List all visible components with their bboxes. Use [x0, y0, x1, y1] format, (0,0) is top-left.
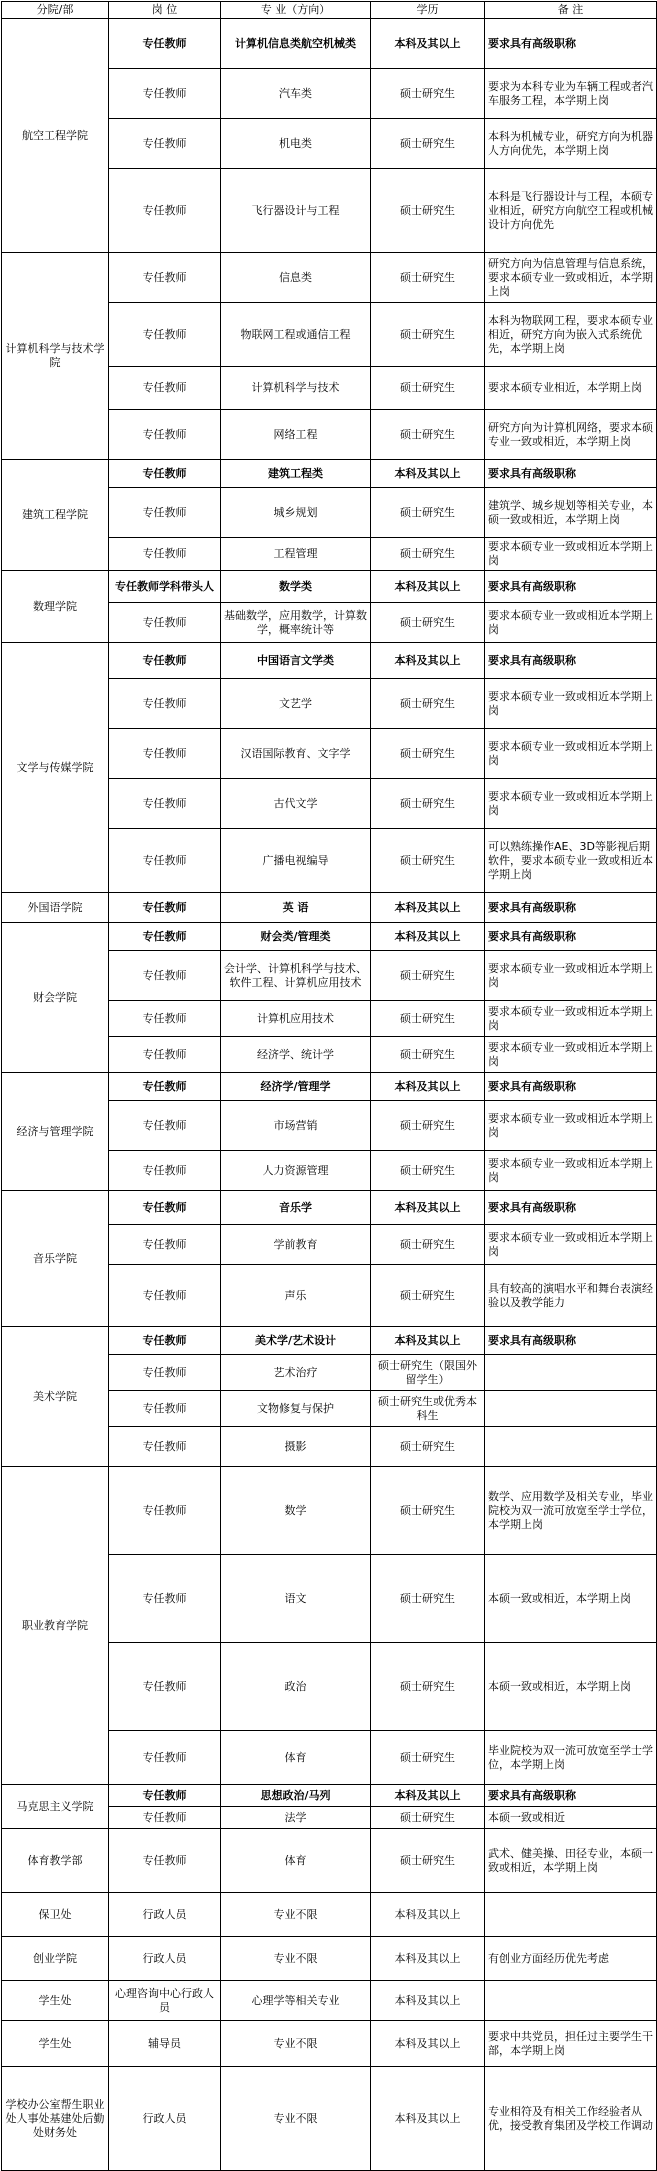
position-cell: 专任教师 [109, 460, 221, 488]
remark-cell: 要求具有高级职称 [485, 19, 657, 69]
major-cell: 会计学、计算机科学与技术、软件工程、计算机应用技术 [221, 951, 371, 1001]
education-cell: 硕士研究生 [371, 729, 485, 779]
education-cell: 硕士研究生 [371, 1829, 485, 1893]
remark-cell: 研究方向为信息管理与信息系统，要求本硕专业一致或相近，本学期上岗 [485, 253, 657, 303]
major-cell: 专业不限 [221, 2021, 371, 2067]
recruitment-table [1, 1, 657, 2171]
education-cell: 硕士研究生或优秀本科生 [371, 1391, 485, 1427]
major-cell: 网络工程 [221, 410, 371, 460]
remark-cell: 要求本硕专业一致或相近本学期上岗 [485, 1037, 657, 1073]
position-cell: 专任教师 [109, 829, 221, 893]
remark-cell: 建筑学、城乡规划等相关专业，本硕一致或相近，本学期上岗 [485, 488, 657, 538]
position-cell: 专任教师 [109, 367, 221, 410]
dept-cell: 财会学院 [2, 923, 109, 1073]
table-row [2, 1893, 657, 1937]
dept-cell: 音乐学院 [2, 1191, 109, 1327]
education-cell: 本科及其以上 [371, 1073, 485, 1101]
major-cell: 体育 [221, 1731, 371, 1785]
table-row [2, 1073, 657, 1101]
remark-cell: 要求本硕专业相近，本学期上岗 [485, 367, 657, 410]
major-cell: 物联网工程或通信工程 [221, 303, 371, 367]
header-major: 专 业（方向） [221, 2, 371, 19]
major-cell: 经济学/管理学 [221, 1073, 371, 1101]
position-cell: 专任教师 [109, 1073, 221, 1101]
position-cell: 专任教师 [109, 923, 221, 951]
major-cell: 声乐 [221, 1265, 371, 1327]
header-dept: 分院/部 [2, 2, 109, 19]
major-cell: 市场营销 [221, 1101, 371, 1151]
dept-cell: 文学与传媒学院 [2, 643, 109, 893]
education-cell: 本科及其以上 [371, 2021, 485, 2067]
education-cell: 硕士研究生（限国外留学生） [371, 1355, 485, 1391]
position-cell: 专任教师 [109, 679, 221, 729]
major-cell: 广播电视编导 [221, 829, 371, 893]
table-row [2, 2067, 657, 2171]
remark-cell [485, 1893, 657, 1937]
remark-cell: 要求具有高级职称 [485, 1073, 657, 1101]
education-cell: 硕士研究生 [371, 69, 485, 119]
education-cell: 本科及其以上 [371, 893, 485, 923]
dept-cell: 美术学院 [2, 1327, 109, 1467]
major-cell: 学前教育 [221, 1225, 371, 1265]
major-cell: 专业不限 [221, 1893, 371, 1937]
remark-cell: 本科为机械专业，研究方向为机器人方向优先，本学期上岗 [485, 119, 657, 169]
dept-cell: 数理学院 [2, 571, 109, 643]
remark-cell: 有创业方面经历优先考虑 [485, 1937, 657, 1981]
education-cell: 硕士研究生 [371, 119, 485, 169]
major-cell: 思想政治/马列 [221, 1785, 371, 1807]
major-cell: 建筑工程类 [221, 460, 371, 488]
header-row [2, 2, 657, 19]
position-cell: 专任教师 [109, 1555, 221, 1643]
remark-cell: 要求本硕专业一致或相近本学期上岗 [485, 779, 657, 829]
major-cell: 计算机信息类航空机械类 [221, 19, 371, 69]
position-cell: 专任教师 [109, 253, 221, 303]
major-cell: 语文 [221, 1555, 371, 1643]
major-cell: 英 语 [221, 893, 371, 923]
education-cell: 硕士研究生 [371, 1225, 485, 1265]
position-cell: 专任教师 [109, 1355, 221, 1391]
major-cell: 法学 [221, 1807, 371, 1829]
position-cell: 专任教师学科带头人 [109, 571, 221, 603]
table-row [2, 19, 657, 69]
major-cell: 计算机科学与技术 [221, 367, 371, 410]
remark-cell: 要求中共党员，担任过主要学生干部，本学期上岗 [485, 2021, 657, 2067]
position-cell: 专任教师 [109, 1001, 221, 1037]
table-row [2, 460, 657, 488]
remark-cell: 要求本硕专业一致或相近本学期上岗 [485, 729, 657, 779]
dept-cell: 创业学院 [2, 1937, 109, 1981]
major-cell: 古代文学 [221, 779, 371, 829]
major-cell: 人力资源管理 [221, 1151, 371, 1191]
education-cell: 硕士研究生 [371, 1151, 485, 1191]
education-cell: 硕士研究生 [371, 1427, 485, 1467]
education-cell: 硕士研究生 [371, 603, 485, 643]
remark-cell: 要求具有高级职称 [485, 923, 657, 951]
table-row [2, 893, 657, 923]
education-cell: 硕士研究生 [371, 829, 485, 893]
table-row [2, 1467, 657, 1555]
position-cell: 专任教师 [109, 1829, 221, 1893]
remark-cell: 本硕一致或相近，本学期上岗 [485, 1555, 657, 1643]
education-cell: 硕士研究生 [371, 1555, 485, 1643]
header-remarks: 备 注 [485, 2, 657, 19]
remark-cell: 要求具有高级职称 [485, 643, 657, 679]
dept-cell: 学校办公室帮生职业处人事处基建处后勤处财务处 [2, 2067, 109, 2171]
education-cell: 硕士研究生 [371, 1101, 485, 1151]
major-cell: 音乐学 [221, 1191, 371, 1225]
major-cell: 飞行器设计与工程 [221, 169, 371, 253]
education-cell: 硕士研究生 [371, 1467, 485, 1555]
position-cell: 专任教师 [109, 1731, 221, 1785]
position-cell: 专任教师 [109, 1643, 221, 1731]
position-cell: 专任教师 [109, 1191, 221, 1225]
major-cell: 体育 [221, 1829, 371, 1893]
dept-cell: 保卫处 [2, 1893, 109, 1937]
position-cell: 行政人员 [109, 1937, 221, 1981]
major-cell: 心理学等相关专业 [221, 1981, 371, 2021]
table-row [2, 1829, 657, 1893]
position-cell: 专任教师 [109, 729, 221, 779]
remark-cell [485, 1981, 657, 2021]
education-cell: 硕士研究生 [371, 951, 485, 1001]
position-cell: 专任教师 [109, 69, 221, 119]
education-cell: 本科及其以上 [371, 1191, 485, 1225]
position-cell: 专任教师 [109, 951, 221, 1001]
position-cell: 专任教师 [109, 1225, 221, 1265]
major-cell: 专业不限 [221, 2067, 371, 2171]
table-row [2, 1981, 657, 2021]
major-cell: 机电类 [221, 119, 371, 169]
remark-cell: 要求本硕专业一致或相近本学期上岗 [485, 603, 657, 643]
remark-cell: 要求本硕专业一致或相近本学期上岗 [485, 538, 657, 571]
dept-cell: 学生处 [2, 2021, 109, 2067]
major-cell: 工程管理 [221, 538, 371, 571]
table-row [2, 1191, 657, 1225]
table-row [2, 571, 657, 603]
position-cell: 专任教师 [109, 1807, 221, 1829]
education-cell: 硕士研究生 [371, 1807, 485, 1829]
table-row [2, 643, 657, 679]
education-cell: 本科及其以上 [371, 1893, 485, 1937]
major-cell: 文物修复与保护 [221, 1391, 371, 1427]
education-cell: 硕士研究生 [371, 367, 485, 410]
position-cell: 专任教师 [109, 303, 221, 367]
education-cell: 本科及其以上 [371, 1937, 485, 1981]
major-cell: 专业不限 [221, 1937, 371, 1981]
major-cell: 财会类/管理类 [221, 923, 371, 951]
education-cell: 本科及其以上 [371, 1981, 485, 2021]
dept-cell: 经济与管理学院 [2, 1073, 109, 1191]
position-cell: 心理咨询中心行政人员 [109, 1981, 221, 2021]
major-cell: 经济学、统计学 [221, 1037, 371, 1073]
education-cell: 硕士研究生 [371, 679, 485, 729]
header-education: 学历 [371, 2, 485, 19]
education-cell: 硕士研究生 [371, 253, 485, 303]
position-cell: 行政人员 [109, 2067, 221, 2171]
remark-cell: 要求为本科专业为车辆工程或者汽车服务工程，本学期上岗 [485, 69, 657, 119]
education-cell: 硕士研究生 [371, 410, 485, 460]
position-cell: 专任教师 [109, 1427, 221, 1467]
remark-cell: 要求具有高级职称 [485, 1327, 657, 1355]
table-row [2, 1785, 657, 1807]
education-cell: 本科及其以上 [371, 1785, 485, 1807]
remark-cell: 毕业院校为双一流可放宽至学士学位，本学期上岗 [485, 1731, 657, 1785]
dept-cell: 职业教育学院 [2, 1467, 109, 1785]
dept-cell: 建筑工程学院 [2, 460, 109, 571]
remark-cell [485, 1355, 657, 1391]
major-cell: 政治 [221, 1643, 371, 1731]
position-cell: 行政人员 [109, 1893, 221, 1937]
remark-cell: 本科为物联网工程，要求本硕专业相近，研究方向为嵌入式系统优先，本学期上岗 [485, 303, 657, 367]
position-cell: 专任教师 [109, 1391, 221, 1427]
position-cell: 专任教师 [109, 1037, 221, 1073]
education-cell: 本科及其以上 [371, 19, 485, 69]
position-cell: 专任教师 [109, 893, 221, 923]
remark-cell: 专业相符及有相关工作经验者从优，接受教育集团及学校工作调动 [485, 2067, 657, 2171]
education-cell: 硕士研究生 [371, 538, 485, 571]
education-cell: 硕士研究生 [371, 169, 485, 253]
remark-cell: 要求本硕专业一致或相近本学期上岗 [485, 1225, 657, 1265]
education-cell: 本科及其以上 [371, 2067, 485, 2171]
major-cell: 数学 [221, 1467, 371, 1555]
position-cell: 专任教师 [109, 643, 221, 679]
table-row [2, 1937, 657, 1981]
remark-cell [485, 1391, 657, 1427]
dept-cell: 体育教学部 [2, 1829, 109, 1893]
position-cell: 专任教师 [109, 169, 221, 253]
education-cell: 硕士研究生 [371, 1643, 485, 1731]
education-cell: 硕士研究生 [371, 303, 485, 367]
education-cell: 硕士研究生 [371, 1037, 485, 1073]
position-cell: 专任教师 [109, 1101, 221, 1151]
position-cell: 专任教师 [109, 779, 221, 829]
position-cell: 专任教师 [109, 603, 221, 643]
major-cell: 艺术治疗 [221, 1355, 371, 1391]
remark-cell: 要求本硕专业一致或相近本学期上岗 [485, 679, 657, 729]
dept-cell: 马克思主义学院 [2, 1785, 109, 1829]
education-cell: 硕士研究生 [371, 1001, 485, 1037]
remark-cell: 要求本硕专业一致或相近本学期上岗 [485, 1151, 657, 1191]
education-cell: 硕士研究生 [371, 1731, 485, 1785]
education-cell: 本科及其以上 [371, 460, 485, 488]
remark-cell [485, 1427, 657, 1467]
major-cell: 美术学/艺术设计 [221, 1327, 371, 1355]
education-cell: 硕士研究生 [371, 488, 485, 538]
remark-cell: 要求本硕专业一致或相近本学期上岗 [485, 1101, 657, 1151]
header-position: 岗 位 [109, 2, 221, 19]
remark-cell: 武术、健美操、田径专业，本硕一致或相近，本学期上岗 [485, 1829, 657, 1893]
position-cell: 专任教师 [109, 19, 221, 69]
education-cell: 硕士研究生 [371, 1265, 485, 1327]
major-cell: 文艺学 [221, 679, 371, 729]
remark-cell: 本硕一致或相近 [485, 1807, 657, 1829]
education-cell: 本科及其以上 [371, 571, 485, 603]
remark-cell: 要求具有高级职称 [485, 571, 657, 603]
major-cell: 数学类 [221, 571, 371, 603]
table-row [2, 2021, 657, 2067]
remark-cell: 数学、应用数学及相关专业，毕业院校为双一流可放宽至学士学位，本学期上岗 [485, 1467, 657, 1555]
dept-cell: 外国语学院 [2, 893, 109, 923]
remark-cell: 本科是飞行器设计与工程，本硕专业相近，研究方向航空工程或机械设计方向优先 [485, 169, 657, 253]
dept-cell: 学生处 [2, 1981, 109, 2021]
table-row [2, 1327, 657, 1355]
major-cell: 汽车类 [221, 69, 371, 119]
position-cell: 辅导员 [109, 2021, 221, 2067]
remark-cell: 具有较高的演唱水平和舞台表演经验以及教学能力 [485, 1265, 657, 1327]
remark-cell: 要求具有高级职称 [485, 1191, 657, 1225]
table-body [2, 19, 657, 2171]
dept-cell: 航空工程学院 [2, 19, 109, 253]
education-cell: 硕士研究生 [371, 779, 485, 829]
position-cell: 专任教师 [109, 538, 221, 571]
position-cell: 专任教师 [109, 1265, 221, 1327]
position-cell: 专任教师 [109, 1467, 221, 1555]
remark-cell: 可以熟练操作AE、3D等影视后期软件，要求本硕专业一致或相近本学期上岗 [485, 829, 657, 893]
remark-cell: 要求具有高级职称 [485, 460, 657, 488]
major-cell: 信息类 [221, 253, 371, 303]
dept-cell: 计算机科学与技术学院 [2, 253, 109, 460]
position-cell: 专任教师 [109, 1785, 221, 1807]
remark-cell: 本硕一致或相近，本学期上岗 [485, 1643, 657, 1731]
table-row [2, 923, 657, 951]
remark-cell: 要求具有高级职称 [485, 893, 657, 923]
position-cell: 专任教师 [109, 1151, 221, 1191]
position-cell: 专任教师 [109, 488, 221, 538]
major-cell: 基础数学，应用数学，计算数学，概率统计等 [221, 603, 371, 643]
remark-cell: 研究方向为计算机网络，要求本硕专业一致或相近，本学期上岗 [485, 410, 657, 460]
remark-cell: 要求本硕专业一致或相近本学期上岗 [485, 951, 657, 1001]
education-cell: 本科及其以上 [371, 643, 485, 679]
position-cell: 专任教师 [109, 410, 221, 460]
major-cell: 城乡规划 [221, 488, 371, 538]
major-cell: 中国语言文学类 [221, 643, 371, 679]
table-row [2, 253, 657, 303]
education-cell: 本科及其以上 [371, 1327, 485, 1355]
major-cell: 汉语国际教育、文字学 [221, 729, 371, 779]
remark-cell: 要求具有高级职称 [485, 1785, 657, 1807]
position-cell: 专任教师 [109, 119, 221, 169]
major-cell: 摄影 [221, 1427, 371, 1467]
education-cell: 本科及其以上 [371, 923, 485, 951]
major-cell: 计算机应用技术 [221, 1001, 371, 1037]
position-cell: 专任教师 [109, 1327, 221, 1355]
remark-cell: 要求本硕专业一致或相近本学期上岗 [485, 1001, 657, 1037]
